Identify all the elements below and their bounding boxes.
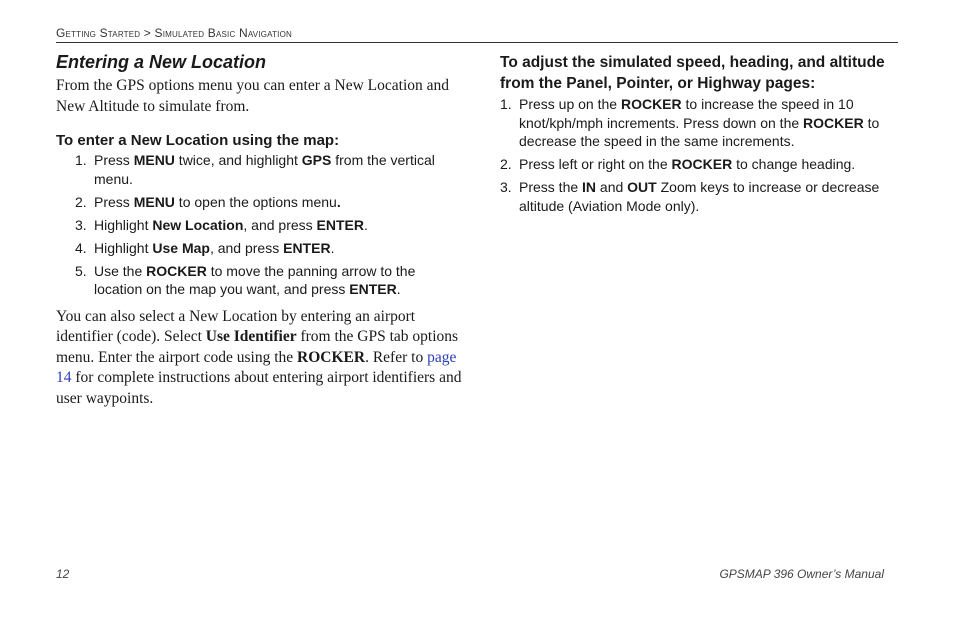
breadcrumb-page: Simulated Basic Navigation <box>154 26 292 40</box>
list-item: 4. Highlight Use Map, and press ENTER. <box>75 239 335 256</box>
list-item: 2. Press left or right on the ROCKER to change heading. <box>500 156 856 172</box>
right-column <box>500 52 898 220</box>
page-number: 12 <box>56 567 70 581</box>
list-item: 3. Press the IN and OUT Zoom keys to increase or decrease altitude (Aviation Mode only). <box>500 179 880 214</box>
procedure-heading-map: To enter a New Location using the map: <box>56 132 340 149</box>
breadcrumb-separator: > <box>140 26 155 40</box>
page-14-link[interactable]: page 14 <box>56 348 457 386</box>
breadcrumb-section: Getting Started <box>56 26 141 40</box>
list-item: 3. Highlight New Location, and press ENTER. <box>75 216 368 233</box>
procedure-heading-speed: To adjust the simulated speed, heading, and altitude from the Panel, Pointer, or Highway pages: <box>500 54 885 92</box>
identifier-paragraph: You can also select a New Location by entering an airport identifier (code). Select Use Identifier from the GPS tab options menu. Enter the airport code using the ROCKER. Refer to page 14 for complete instructions about entering airport identifiers and user waypoints. <box>56 307 462 407</box>
intro-paragraph: From the GPS options menu you can enter a New Location and New Altitude to simulate from. <box>56 77 450 115</box>
section-title: Entering a New Location <box>56 52 267 72</box>
header-rule <box>56 42 898 43</box>
list-item: 2. Press MENU to open the options menu. <box>75 193 341 210</box>
list-item: 1. Press MENU twice, and highlight GPS from the vertical menu. <box>75 152 435 187</box>
speed-steps-list <box>500 95 898 215</box>
list-item: 1. Press up on the ROCKER to increase the speed in 10 knot/kph/mph increments. Press down on the ROCKER to decrease the speed in the same increments. <box>500 96 880 149</box>
list-item: 5. Use the ROCKER to move the panning arrow to the location on the map you want, and press ENTER. <box>75 262 416 297</box>
breadcrumb <box>56 26 292 40</box>
map-steps-list <box>75 151 466 299</box>
manual-title: GPSMAP 396 Owner’s Manual <box>719 567 884 581</box>
left-column <box>56 52 466 409</box>
